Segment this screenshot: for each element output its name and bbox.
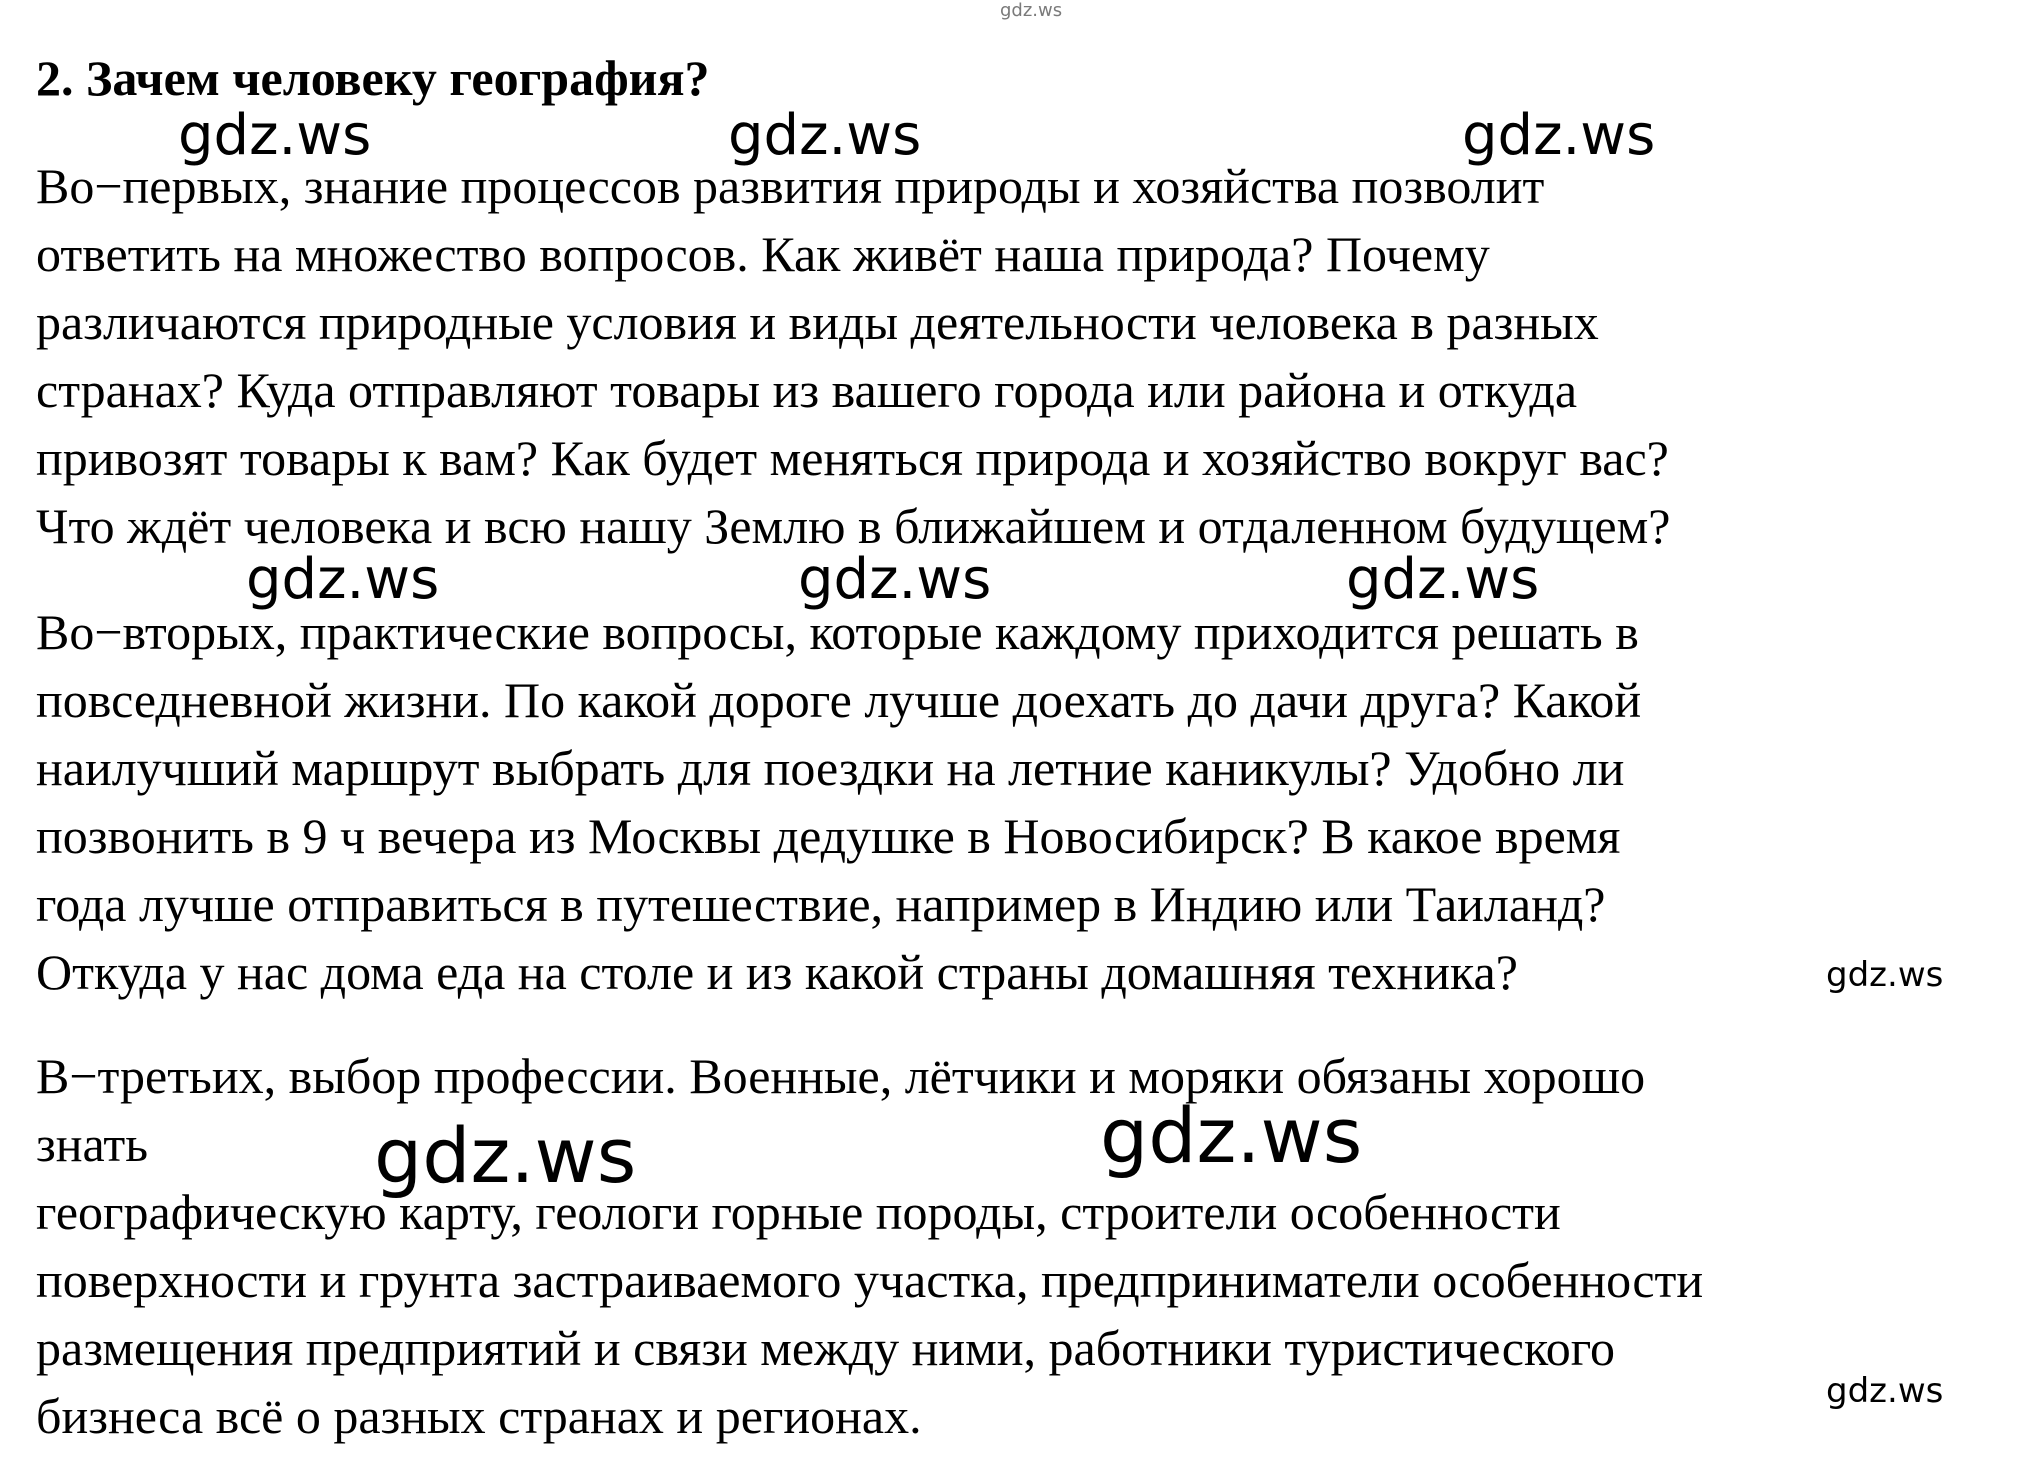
- paragraph-line: Во−первых, знание процессов развития природы и хозяйства позволит: [36, 158, 1545, 214]
- watermark: gdz.ws: [1826, 955, 1944, 995]
- paragraph-line: позвонить в 9 ч вечера из Москвы дедушке в Новосибирск? В какое время: [36, 808, 1621, 864]
- paragraph-3: [36, 1042, 1703, 1450]
- paragraph-line: В−третьих, выбор профессии. Военные, лётчики и моряки обязаны хорошо: [36, 1048, 1646, 1104]
- paragraph-line: географическую карту, геологи горные породы, строители особенности: [36, 1184, 1561, 1240]
- paragraph-line: ответить на множество вопросов. Как живёт наша природа? Почему: [36, 226, 1490, 282]
- watermark: gdz.ws: [1462, 103, 1656, 168]
- watermark: gdz.ws: [178, 103, 372, 168]
- paragraph-line: привозят товары к вам? Как будет меняться природа и хозяйство вокруг вас?: [36, 430, 1669, 486]
- paragraph-line: размещения предприятий и связи между ними, работники туристического: [36, 1320, 1615, 1376]
- paragraph-2: [36, 598, 1641, 1006]
- paragraph-1: [36, 152, 1670, 560]
- paragraph-line: Что ждёт человека и всю нашу Землю в ближайшем и отдаленном будущем?: [36, 498, 1671, 554]
- paragraph-line: наилучший маршрут выбрать для поездки на летние каникулы? Удобно ли: [36, 740, 1625, 796]
- paragraph-line: Во−вторых, практические вопросы, которые каждому приходится решать в: [36, 604, 1639, 660]
- paragraph-line: знать: [36, 1116, 149, 1172]
- paragraph-line: поверхности и грунта застраиваемого участка, предприниматели особенности: [36, 1252, 1704, 1308]
- watermark: gdz.ws: [798, 547, 992, 612]
- paragraph-line: бизнеса всё о разных странах и регионах.: [36, 1388, 922, 1444]
- heading: 2. Зачем человеку география?: [36, 50, 710, 106]
- watermark: gdz.ws: [246, 547, 440, 612]
- paragraph-line: повседневной жизни. По какой дороге лучше доехать до дачи друга? Какой: [36, 672, 1642, 728]
- paragraph-line: Откуда у нас дома еда на столе и из какой страны домашняя техника?: [36, 944, 1518, 1000]
- paragraph-line: странах? Куда отправляют товары из вашего города или района и откуда: [36, 362, 1578, 418]
- watermark: gdz.ws: [728, 103, 922, 168]
- watermark: gdz.ws: [1826, 1371, 1944, 1411]
- watermark: gdz.ws: [1000, 0, 1063, 21]
- paragraph-line: года лучше отправиться в путешествие, например в Индию или Таиланд?: [36, 876, 1606, 932]
- watermark: gdz.ws: [1346, 547, 1540, 612]
- paragraph-line: различаются природные условия и виды деятельности человека в разных: [36, 294, 1599, 350]
- watermark: gdz.ws: [374, 1111, 637, 1200]
- watermark: gdz.ws: [1100, 1091, 1363, 1180]
